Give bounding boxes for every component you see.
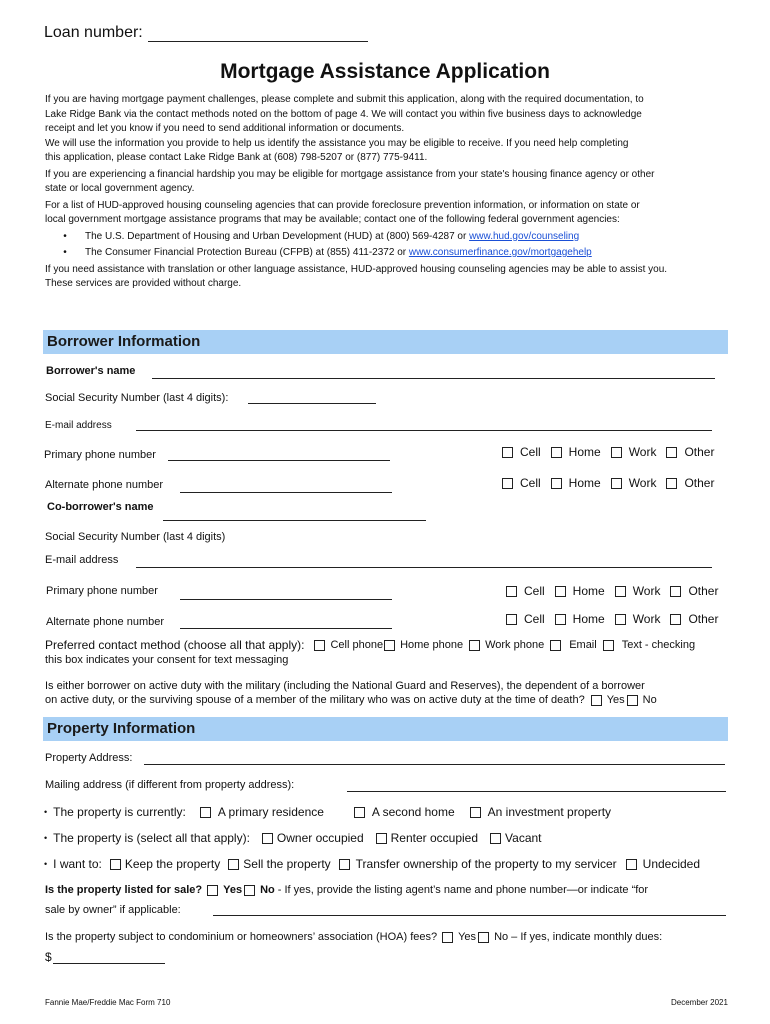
checkbox[interactable] — [490, 833, 501, 844]
option-label: No — [260, 884, 275, 896]
intro-line: state or local government agency. — [45, 183, 195, 194]
property-is-label: The property is (select all that apply): — [53, 831, 250, 845]
option-label: Work — [628, 476, 657, 490]
coborrower-alternate-phone-label: Alternate phone number — [46, 616, 165, 628]
intro-line: local government mortgage assistance programs that may be available; contact one of the following federal government agencies: — [45, 214, 620, 225]
loan-number-label: Loan number: — [44, 24, 143, 41]
checkbox[interactable] — [555, 586, 566, 597]
mailing-address-field[interactable] — [347, 791, 726, 792]
checkbox[interactable] — [615, 614, 626, 625]
intro-line: If you are having mortgage payment challenges, please complete and submit this application, along with the required documentation, to — [45, 94, 644, 105]
hud-link[interactable]: www.hud.gov/counseling — [469, 230, 580, 242]
checkbox[interactable] — [339, 859, 350, 870]
checkbox[interactable] — [591, 695, 602, 706]
option-label: Renter occupied — [390, 831, 479, 845]
option-label: Keep the property — [124, 857, 221, 871]
option-label: Home — [568, 476, 601, 490]
option-label: Sell the property — [243, 857, 331, 871]
option-label: Yes — [223, 884, 243, 896]
bullet-icon: • — [44, 833, 48, 843]
text-consent-note: this box indicates your consent for text messaging — [45, 654, 289, 666]
option-label: Home phone — [400, 639, 464, 651]
military-question-line1: Is either borrower on active duty with the military (including the National Guard and Reserves), the dependent of a borrower — [45, 680, 645, 692]
checkbox[interactable] — [611, 447, 622, 458]
option-label: No — [642, 694, 657, 706]
borrower-email-field[interactable] — [136, 430, 712, 431]
bullet-icon: • — [44, 859, 48, 869]
option-label: Other — [684, 476, 715, 490]
checkbox[interactable] — [228, 859, 239, 870]
intro-line: If you need assistance with translation or other language assistance, HUD-approved housing counseling agencies may be able to assist you. — [45, 263, 668, 275]
option-label: Home — [572, 584, 605, 598]
coborrower-alternate-phone-field[interactable] — [180, 628, 392, 629]
intro-line: this application, please contact Lake Ridge Bank at (608) 798-5207 or (877) 775-9411. — [45, 152, 428, 163]
military-question-line2 — [45, 694, 657, 706]
coborrower-ssn-label: Social Security Number (last 4 digits) — [45, 531, 226, 543]
coborrower-email-label: E-mail address — [45, 554, 119, 566]
option-label: Cell — [524, 584, 545, 598]
option-label: Other — [684, 445, 715, 459]
borrower-section-title: Borrower Information — [47, 333, 201, 350]
checkbox[interactable] — [469, 640, 480, 651]
want-to-row — [44, 857, 700, 871]
footer-date: December 2021 — [671, 998, 728, 1007]
borrower-alternate-phone-type — [502, 476, 724, 490]
property-section-header — [43, 717, 728, 741]
preferred-contact-row — [45, 638, 695, 652]
checkbox[interactable] — [502, 447, 513, 458]
listed-for-sale-row — [45, 884, 648, 896]
option-label: Work — [628, 445, 657, 459]
option-label: Other — [688, 584, 719, 598]
checkbox[interactable] — [555, 614, 566, 625]
checkbox[interactable] — [626, 859, 637, 870]
listed-for-sale-line2: sale by owner” if applicable: — [45, 904, 181, 916]
property-currently-row — [44, 805, 611, 819]
listed-for-sale-label: Is the property listed for sale? — [45, 884, 203, 896]
coborrower-email-field[interactable] — [136, 567, 712, 568]
borrower-primary-phone-field[interactable] — [168, 460, 390, 461]
bullet-icon: • — [63, 230, 67, 242]
property-address-label: Property Address: — [45, 752, 133, 764]
coborrower-primary-phone-field[interactable] — [180, 599, 392, 600]
checkbox[interactable] — [627, 695, 638, 706]
option-label: Yes — [458, 931, 477, 943]
borrower-primary-phone-type — [502, 445, 724, 459]
checkbox[interactable] — [506, 586, 517, 597]
listing-agent-field[interactable] — [213, 915, 726, 916]
hud-text: The U.S. Department of Housing and Urban Development (HUD) at (800) 569-4287 or — [85, 230, 470, 242]
checkbox[interactable] — [200, 807, 211, 818]
want-to-label: I want to: — [53, 857, 102, 871]
hoa-dollar-sign: $ — [45, 950, 52, 964]
checkbox[interactable] — [611, 478, 622, 489]
checkbox[interactable] — [603, 640, 614, 651]
intro-line: We will use the information you provide to help us identify the assistance you may be eligible to receive. If you need help completing — [45, 137, 629, 149]
footer-form-name: Fannie Mae/Freddie Mac Form 710 — [45, 998, 171, 1007]
property-is-row — [44, 831, 542, 845]
option-label: Other — [688, 612, 719, 626]
borrower-name-field[interactable] — [152, 378, 715, 379]
loan-number-field[interactable] — [148, 41, 368, 42]
option-label: A second home — [371, 805, 455, 819]
listed-for-sale-instructions: - If yes, provide the listing agent’s name and phone number—or indicate “for — [277, 884, 649, 896]
option-label: Cell — [524, 612, 545, 626]
option-label: Undecided — [642, 857, 701, 871]
option-label: Text - checking — [621, 639, 696, 651]
intro-bullet — [45, 246, 667, 261]
option-label: Owner occupied — [276, 831, 364, 845]
coborrower-primary-phone-label: Primary phone number — [46, 585, 158, 597]
checkbox[interactable] — [262, 833, 273, 844]
borrower-alternate-phone-label: Alternate phone number — [45, 479, 164, 491]
option-label: A primary residence — [217, 805, 324, 819]
option-label: Vacant — [505, 831, 542, 845]
checkbox[interactable] — [354, 807, 365, 818]
property-currently-label: The property is currently: — [53, 805, 186, 819]
borrower-email-label: E-mail address — [45, 420, 112, 431]
checkbox[interactable] — [470, 807, 481, 818]
borrower-primary-phone-label: Primary phone number — [44, 449, 156, 461]
hoa-dues-field[interactable] — [53, 963, 165, 964]
intro-bullet — [45, 230, 667, 245]
checkbox[interactable] — [442, 932, 453, 943]
borrower-section-header — [43, 330, 728, 354]
page-title: Mortgage Assistance Application — [220, 60, 550, 83]
option-label: Home — [568, 445, 601, 459]
option-label: Email — [569, 639, 597, 651]
checkbox[interactable] — [670, 586, 681, 597]
mailing-address-label: Mailing address (if different from property address): — [45, 779, 295, 791]
option-label: No – If yes, indicate monthly dues: — [494, 931, 663, 943]
intro-line: These services are provided without charge. — [45, 278, 242, 289]
borrower-ssn-label: Social Security Number (last 4 digits): — [45, 392, 229, 404]
preferred-contact-label: Preferred contact method (choose all that apply): — [45, 638, 305, 652]
checkbox[interactable] — [506, 614, 517, 625]
coborrower-name-field[interactable] — [163, 520, 426, 521]
checkbox[interactable] — [244, 885, 255, 896]
cfpb-link[interactable]: www.consumerfinance.gov/mortgagehelp — [408, 247, 592, 258]
checkbox[interactable] — [376, 833, 387, 844]
checkbox[interactable] — [207, 885, 218, 896]
checkbox[interactable] — [670, 614, 681, 625]
option-label: Yes — [606, 694, 625, 706]
military-question-text: on active duty, or the surviving spouse of a member of the military who was on active duty at the time of death? — [45, 694, 585, 706]
option-label: Work — [632, 612, 661, 626]
bullet-icon: • — [63, 247, 67, 258]
intro-line: If you are experiencing a financial hardship you may be eligible for mortgage assistance from your state's housing finance agency or other — [45, 168, 655, 180]
intro-line: Lake Ridge Bank via the contact methods noted on the bottom of page 4. We will contact you within five business days to acknowledge — [45, 108, 642, 120]
checkbox[interactable] — [478, 932, 489, 943]
intro-line: receipt and let you know if you need to send additional information or documents. — [45, 123, 405, 134]
option-label: Cell phone — [330, 639, 384, 651]
checkbox[interactable] — [502, 478, 513, 489]
option-label: Work phone — [485, 639, 545, 651]
coborrower-name-label: Co-borrower's name — [47, 501, 154, 513]
intro-line: For a list of HUD-approved housing counseling agencies that can provide foreclosure prevention information, or information on state or — [45, 199, 640, 211]
checkbox[interactable] — [551, 478, 562, 489]
hoa-row — [45, 931, 662, 943]
coborrower-primary-phone-type — [506, 584, 728, 598]
checkbox[interactable] — [666, 478, 677, 489]
option-label: Cell — [520, 445, 541, 459]
property-section-title: Property Information — [47, 720, 196, 737]
checkbox[interactable] — [666, 447, 677, 458]
option-label: Transfer ownership of the property to my servicer — [355, 857, 617, 871]
borrower-name-label: Borrower's name — [46, 365, 136, 377]
checkbox[interactable] — [550, 640, 561, 651]
intro-text — [45, 93, 667, 292]
bullet-icon: • — [44, 807, 48, 817]
option-label: An investment property — [487, 805, 612, 819]
checkbox[interactable] — [384, 640, 395, 651]
checkbox[interactable] — [314, 640, 325, 651]
option-label: Cell — [520, 476, 541, 490]
checkbox[interactable] — [110, 859, 121, 870]
hoa-label: Is the property subject to condominium or homeowners’ association (HOA) fees? — [45, 931, 438, 943]
checkbox[interactable] — [551, 447, 562, 458]
option-label: Home — [572, 612, 605, 626]
coborrower-alternate-phone-type — [506, 612, 728, 626]
checkbox[interactable] — [615, 586, 626, 597]
cfpb-text: The Consumer Financial Protection Bureau (CFPB) at (855) 411-2372 or — [85, 247, 409, 258]
property-address-field[interactable] — [144, 764, 725, 765]
borrower-ssn-field[interactable] — [248, 403, 376, 404]
option-label: Work — [632, 584, 661, 598]
borrower-alternate-phone-field[interactable] — [180, 492, 392, 493]
